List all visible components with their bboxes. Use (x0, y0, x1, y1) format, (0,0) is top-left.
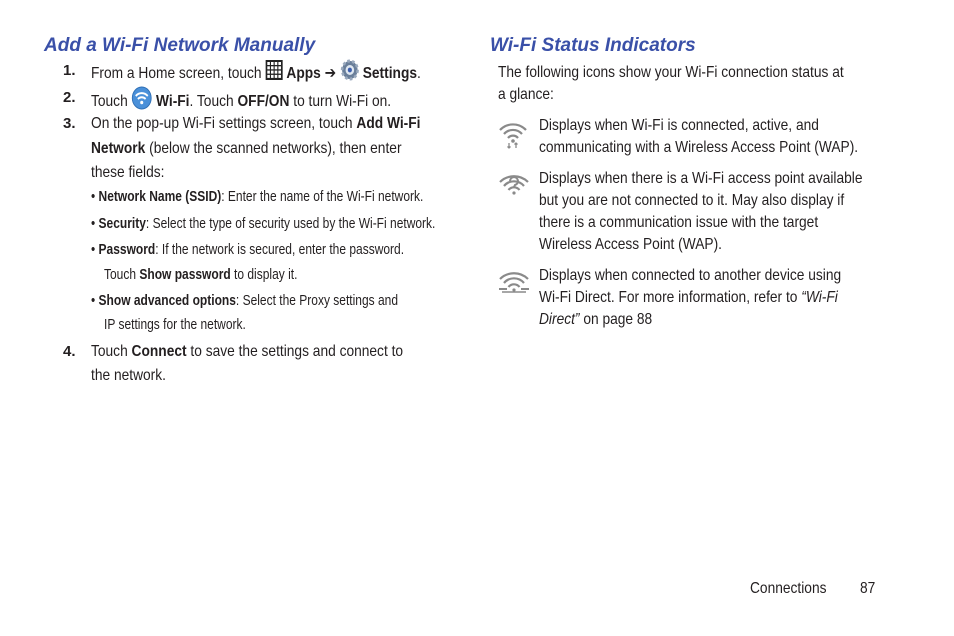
status-description (539, 115, 910, 159)
status-description (539, 168, 915, 256)
wifi-available-icon (498, 173, 530, 202)
step-4 (91, 340, 454, 364)
description-line: Displays when there is a Wi-Fi access point available (539, 170, 863, 187)
field-label: Password (98, 241, 156, 258)
step-text: . Touch (189, 93, 238, 111)
settings-label: Settings (362, 65, 418, 83)
apps-label: Apps (286, 65, 321, 83)
step-4-line-2 (91, 364, 178, 388)
step-text: . (417, 65, 421, 83)
status-description (539, 265, 890, 331)
step-text: Touch (91, 93, 132, 111)
field-text: Touch (104, 266, 140, 283)
add-wifi-label: Add Wi-Fi (356, 115, 421, 132)
field-text: : Select the Proxy settings and (235, 292, 398, 309)
wifi-label: Wi-Fi (156, 93, 190, 111)
field-text: to display it. (230, 266, 298, 283)
field-label: Security (98, 215, 146, 232)
step-1 (91, 59, 475, 89)
field-security (91, 212, 521, 236)
page-number: 87 (860, 580, 876, 597)
field-text: : Select the type of security used by the Wi-Fi network. (145, 215, 436, 232)
step-text: to turn Wi-Fi on. (289, 93, 392, 111)
section-heading-wifi-status: Wi-Fi Status Indicators (490, 35, 696, 56)
step-number: 1. (63, 62, 76, 79)
show-password-label: Show password (139, 266, 231, 283)
intro-text: a glance: (498, 86, 554, 103)
apps-grid-icon (265, 60, 282, 88)
intro-text: The following icons show your Wi-Fi connection status at (498, 64, 844, 81)
field-password-line-2 (104, 263, 346, 287)
bullet-mark: • (91, 241, 96, 258)
settings-gear-icon (340, 59, 359, 89)
wifi-active-icon (498, 121, 528, 154)
off-on-label: OFF/ON (237, 93, 290, 111)
field-label: Show advanced options (98, 292, 236, 309)
field-password (91, 238, 482, 262)
arrow: ➔ (320, 65, 340, 83)
field-text: IP settings for the network. (104, 316, 246, 333)
step-number: 3. (63, 115, 76, 132)
bullet-mark: • (91, 215, 96, 232)
footer-section-name: Connections (750, 580, 827, 597)
bullet-mark: • (91, 188, 96, 205)
description-line: Displays when connected to another device using (539, 267, 842, 284)
description-line: Wireless Access Point (WAP). (539, 236, 722, 253)
field-advanced-options (91, 289, 475, 313)
step-text: these fields: (91, 164, 165, 181)
step-number: 2. (63, 89, 76, 106)
field-advanced-options-line-2 (104, 313, 281, 337)
step-text: From a Home screen, touch (91, 65, 266, 83)
step-text: to save the settings and connect to (186, 343, 404, 360)
field-text: : If the network is secured, enter the password. (155, 241, 405, 258)
intro-line-2 (498, 84, 563, 106)
cross-reference: Direct” (539, 311, 580, 328)
description-line: on page 88 (579, 311, 653, 328)
description-line: Wi-Fi Direct. For more information, refer to (539, 289, 802, 306)
description-line: there is a communication issue with the target (539, 214, 819, 231)
network-label: Network (91, 140, 146, 157)
step-number: 4. (63, 343, 76, 360)
step-3 (91, 112, 474, 136)
description-line: communicating with a Wireless Access Point (WAP). (539, 139, 859, 156)
step-3-line-2 (91, 137, 452, 161)
intro-line-1 (498, 62, 900, 84)
step-text: Touch (91, 343, 132, 360)
section-heading-add-wifi: Add a Wi-Fi Network Manually (44, 35, 316, 56)
wifi-direct-icon (498, 271, 530, 300)
step-text: On the pop-up Wi-Fi settings screen, touch (91, 115, 357, 132)
field-text: : Enter the name of the Wi-Fi network. (221, 188, 424, 205)
cross-reference: “Wi-Fi (801, 289, 838, 306)
description-line: but you are not connected to it. May also display if (539, 192, 845, 209)
connect-label: Connect (131, 343, 187, 360)
step-text: the network. (91, 367, 166, 384)
field-network-name (91, 185, 506, 209)
step-3-line-3 (91, 161, 176, 185)
description-line: Displays when Wi-Fi is connected, active, and (539, 117, 819, 134)
field-label: Network Name (SSID) (98, 188, 222, 205)
step-text: (below the scanned networks), then enter (145, 140, 402, 157)
bullet-mark: • (91, 292, 96, 309)
